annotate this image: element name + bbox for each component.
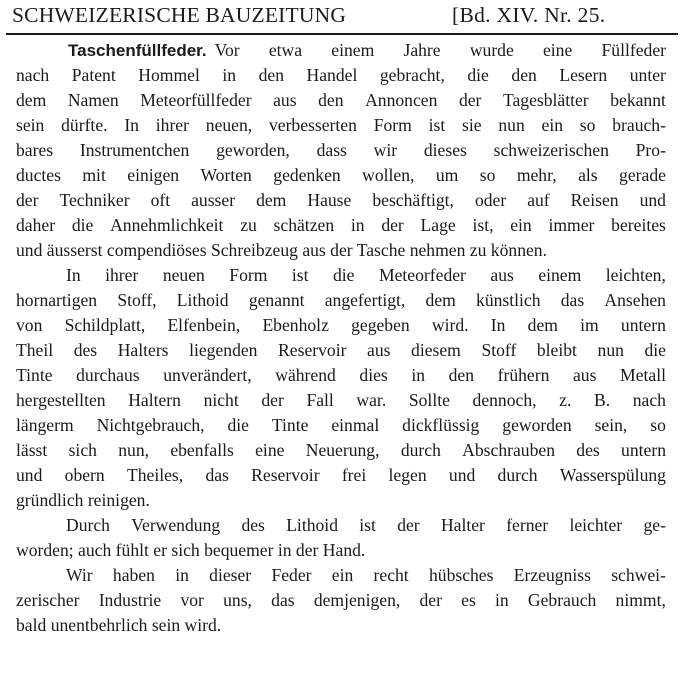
- header-rule: [6, 33, 678, 35]
- issue-info: [Bd. XIV. Nr. 25.: [452, 3, 606, 27]
- line-text: worden; auch fühlt er sich bequemer in der Hand.: [16, 540, 366, 560]
- text-line: [16, 188, 666, 213]
- line-text: hornartigen Stoff, Lithoid genannt angefertigt, dem künstlich das Ansehen: [16, 290, 666, 310]
- journal-title: SCHWEIZERISCHE BAUZEITUNG: [12, 3, 347, 27]
- line-text: bald unentbehrlich sein wird.: [16, 615, 222, 635]
- line-text: sein dürfte. In ihrer neuen, verbesserten Form ist sie nun ein so brauch-: [16, 115, 666, 135]
- running-header: [0, 2, 681, 32]
- line-text: In ihrer neuen Form ist die Meteorfeder aus einem leichten,: [66, 265, 666, 285]
- line-text: bares Instrumentchen geworden, dass wir dieses schweizerischen Pro-: [16, 140, 666, 160]
- text-line: [16, 63, 666, 88]
- line-text: Vor etwa einem Jahre wurde eine Füllfeder: [214, 40, 666, 60]
- text-line: [16, 338, 666, 363]
- line-text: gründlich reinigen.: [16, 490, 150, 510]
- text-line: [16, 588, 666, 613]
- text-line: [68, 38, 666, 63]
- text-line: [16, 313, 666, 338]
- line-text: Theil des Halters liegenden Reservoir aus diesem Stoff bleibt nun die: [16, 340, 666, 360]
- line-text: Durch Verwendung des Lithoid ist der Halter ferner leichter ge-: [66, 515, 666, 535]
- line-text: ductes mit einigen Worten gedenken wollen, um so mehr, als gerade: [16, 165, 666, 185]
- text-line: [16, 113, 666, 138]
- text-line: [16, 538, 365, 563]
- line-text: Tinte durchaus unverändert, während dies in den frühern aus Metall: [16, 365, 666, 385]
- line-text: dem Namen Meteorfüllfeder aus den Annoncen der Tagesblätter bekannt: [16, 90, 666, 110]
- text-line: [66, 263, 666, 288]
- line-text: und äusserst compendiöses Schreibzeug aus der Tasche nehmen zu können.: [16, 240, 547, 260]
- text-line: [16, 463, 666, 488]
- text-line: [16, 238, 547, 263]
- line-text: von Schildplatt, Elfenbein, Ebenholz gegeben wird. In dem im untern: [16, 315, 666, 335]
- text-line: [66, 563, 666, 588]
- line-text: lässt sich nun, ebenfalls eine Neuerung, durch Abschrauben des untern: [16, 440, 666, 460]
- line-text: der Techniker oft ausser dem Hause beschäftigt, oder auf Reisen und: [16, 190, 666, 210]
- text-line: [66, 513, 666, 538]
- text-line: [16, 613, 221, 638]
- article-headline: Taschenfüllfeder.: [68, 41, 207, 60]
- line-text: Wir haben in dieser Feder ein recht hübsches Erzeugniss schwei-: [66, 565, 666, 585]
- text-line: [16, 363, 666, 388]
- line-text: daher die Annehmlichkeit zu schätzen in der Lage ist, ein immer bereites: [16, 215, 666, 235]
- text-line: [16, 138, 666, 163]
- line-text: zerischer Industrie vor uns, das demjenigen, der es in Gebrauch nimmt,: [16, 590, 666, 610]
- text-line: [16, 438, 666, 463]
- text-line: [16, 388, 666, 413]
- line-text: und obern Theiles, das Reservoir frei legen und durch Wasserspülung: [16, 465, 666, 485]
- line-text: nach Patent Hommel in den Handel gebracht, die den Lesern unter: [16, 65, 666, 85]
- text-line: [16, 163, 666, 188]
- text-line: [16, 88, 666, 113]
- text-line: [16, 413, 666, 438]
- text-line: [16, 488, 150, 513]
- text-line: [16, 213, 666, 238]
- line-text: längerm Nichtgebrauch, die Tinte einmal dickflüssig geworden sein, so: [16, 415, 666, 435]
- text-line: [16, 288, 666, 313]
- line-text: hergestellten Haltern nicht der Fall war. Sollte dennoch, z. B. nach: [16, 390, 666, 410]
